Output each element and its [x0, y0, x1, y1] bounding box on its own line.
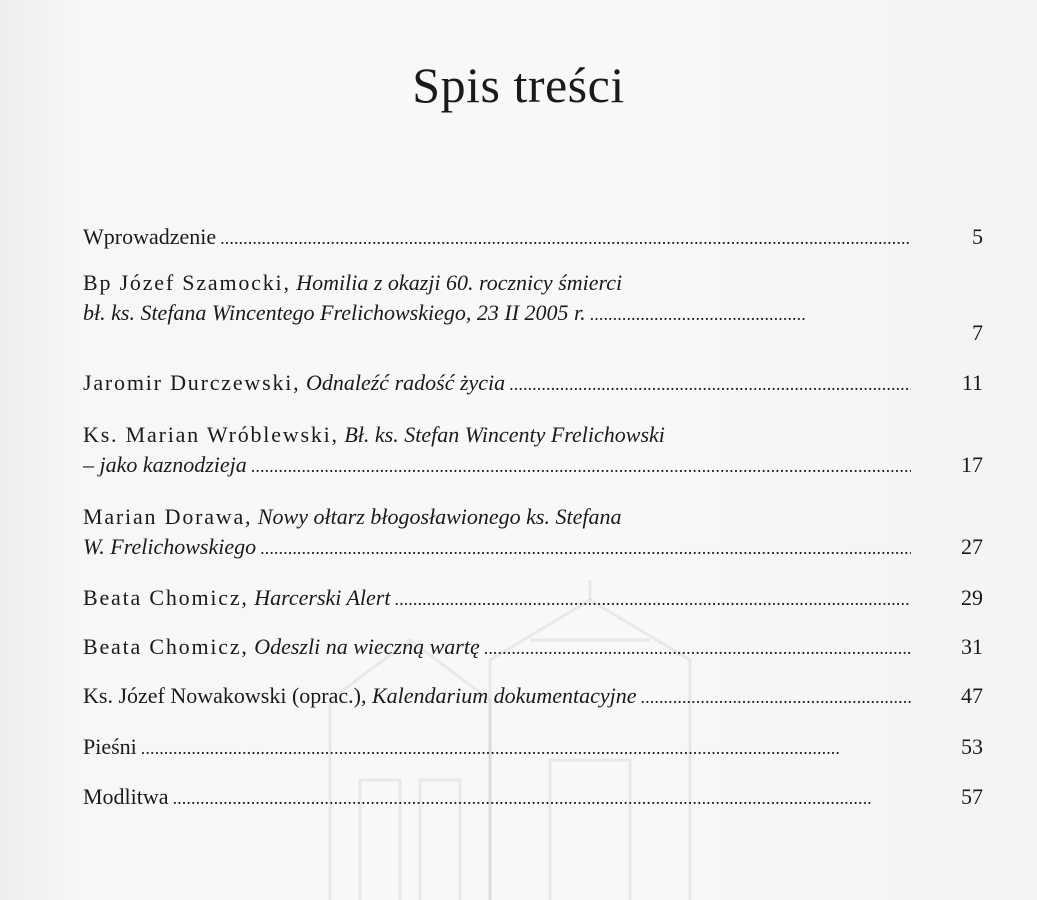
toc-entry	[83, 502, 983, 563]
toc-entry-title-continued: bł. ks. Stefana Wincentego Frelichowskiego, 23 II 2005 r.	[83, 300, 586, 325]
toc-page-number: 47	[961, 683, 983, 708]
toc-entry	[83, 583, 983, 614]
toc-entry-author: Marian Dorawa,	[83, 504, 253, 529]
toc-entry-title: Pieśni	[83, 734, 137, 759]
toc-page-number: 53	[961, 734, 983, 759]
toc-entry	[83, 782, 983, 813]
dot-leader	[509, 368, 911, 399]
toc-page-number: 27	[961, 534, 983, 559]
toc-entry-title: Wprowadzenie	[83, 224, 217, 249]
toc-entry-title: Modlitwa	[83, 784, 169, 809]
page-title: Spis treści	[412, 57, 625, 113]
toc-entry-title: Odeszli na wieczną wartę	[254, 634, 480, 659]
toc-entry-author: Beata Chomicz,	[83, 585, 249, 610]
toc-page-number: 29	[961, 585, 983, 610]
toc-entry-title: Nowy ołtarz błogosławionego ks. Stefana	[257, 504, 622, 529]
toc-page-number: 7	[972, 320, 983, 345]
toc-page-number: 11	[961, 370, 983, 395]
dot-leader	[141, 732, 911, 763]
toc-entry-title: Bł. ks. Stefan Wincenty Frelichowski	[344, 422, 665, 447]
toc-entry-title: Homilia z okazji 60. rocznicy śmierci	[296, 270, 623, 295]
toc-entry-title-continued: – jako kaznodzieja	[83, 452, 247, 477]
toc-entry	[83, 420, 983, 481]
dot-leader	[641, 681, 911, 712]
toc-entry-title: Odnaleźć radość życia	[305, 370, 506, 395]
toc-entry	[83, 732, 983, 763]
dot-leader	[220, 222, 911, 253]
dot-leader	[484, 632, 911, 663]
toc-entry	[83, 222, 983, 253]
toc-entry-title-continued: W. Frelichowskiego	[83, 534, 257, 559]
toc-entry-author: Bp Józef Szamocki,	[83, 270, 291, 295]
toc-page-number: 17	[961, 452, 983, 477]
toc-entry	[83, 368, 983, 399]
toc-entry-author: Beata Chomicz,	[83, 634, 249, 659]
toc-entry	[83, 681, 983, 712]
dot-leader	[251, 450, 911, 481]
toc-page-number: 5	[972, 224, 983, 249]
toc-entry-title: Harcerski Alert	[254, 585, 391, 610]
toc-entry-author: Ks. Marian Wróblewski,	[83, 422, 339, 447]
dot-leader	[590, 298, 807, 329]
dot-leader	[260, 532, 911, 563]
toc-entry-author: Jaromir Durczewski,	[83, 370, 301, 395]
toc-page-number: 31	[961, 634, 983, 659]
toc-entry-author: Ks. Józef Nowakowski (oprac.),	[83, 683, 367, 708]
toc-entry	[83, 268, 983, 345]
dot-leader	[394, 583, 911, 614]
toc-entry-title: Kalendarium dokumentacyjne	[371, 683, 637, 708]
toc-page-number: 57	[961, 784, 983, 809]
dot-leader	[173, 782, 911, 813]
toc-entry	[83, 632, 983, 663]
